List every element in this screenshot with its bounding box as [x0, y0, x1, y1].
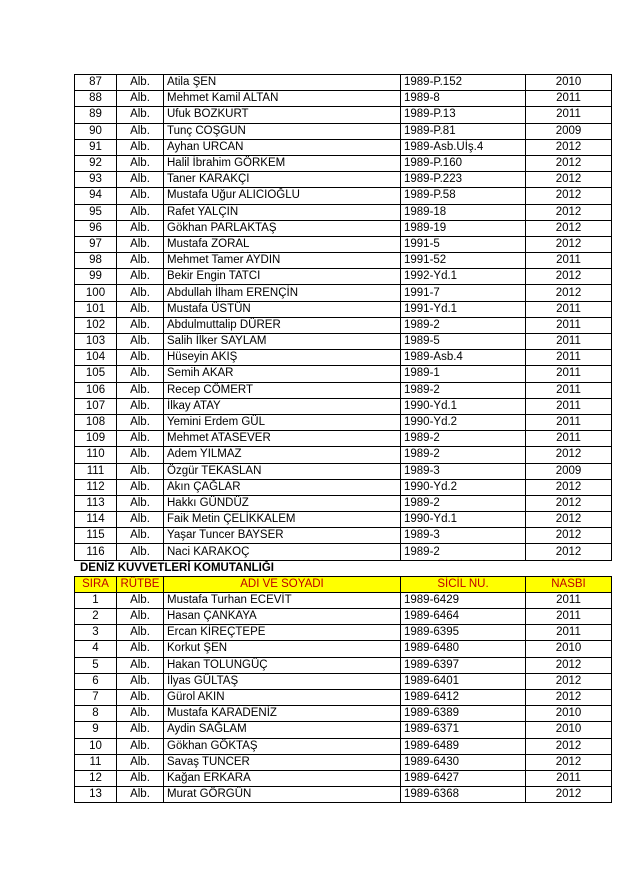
full-name-cell: Mustafa ÜSTÜN — [164, 301, 401, 317]
promotion-year-cell: 2011 — [526, 350, 612, 366]
registry-number-cell: 1990-Yd.1 — [401, 512, 526, 528]
officer-table-2-body — [75, 592, 612, 802]
full-name-cell: İlyas GÜLTAŞ — [164, 673, 401, 689]
rank-cell: Alb. — [117, 317, 164, 333]
officer-table-1 — [74, 74, 612, 561]
rank-cell: Alb. — [117, 75, 164, 91]
rank-cell: Alb. — [117, 528, 164, 544]
registry-number-cell: 1989-2 — [401, 447, 526, 463]
table-row — [75, 172, 612, 188]
rank-cell: Alb. — [117, 609, 164, 625]
promotion-year-cell: 2012 — [526, 285, 612, 301]
full-name-cell: Mustafa Turhan ECEVİT — [164, 592, 401, 608]
rank-cell: Alb. — [117, 706, 164, 722]
rank-cell: Alb. — [117, 625, 164, 641]
row-number-cell: 93 — [75, 172, 117, 188]
rank-cell: Alb. — [117, 592, 164, 608]
row-number-cell: 90 — [75, 123, 117, 139]
promotion-year-cell: 2012 — [526, 139, 612, 155]
promotion-year-cell: 2011 — [526, 609, 612, 625]
row-number-cell: 9 — [75, 722, 117, 738]
rank-cell: Alb. — [117, 107, 164, 123]
table-row — [75, 738, 612, 754]
promotion-year-cell: 2011 — [526, 382, 612, 398]
row-number-cell: 7 — [75, 689, 117, 705]
row-number-cell: 100 — [75, 285, 117, 301]
registry-number-cell: 1989-P.81 — [401, 123, 526, 139]
registry-number-cell: 1989-2 — [401, 431, 526, 447]
rank-cell: Alb. — [117, 398, 164, 414]
table-row — [75, 609, 612, 625]
registry-number-cell: 1992-Yd.1 — [401, 269, 526, 285]
full-name-cell: Hakan TOLUNGÜÇ — [164, 657, 401, 673]
table-row — [75, 754, 612, 770]
header-sicil-nu: SİCİL NU. — [401, 576, 526, 592]
full-name-cell: Mustafa Uğur ALICIOĞLU — [164, 188, 401, 204]
rank-cell: Alb. — [117, 657, 164, 673]
rank-cell: Alb. — [117, 738, 164, 754]
table-row — [75, 528, 612, 544]
full-name-cell: Aydin SAĞLAM — [164, 722, 401, 738]
table-row — [75, 269, 612, 285]
row-number-cell: 88 — [75, 91, 117, 107]
rank-cell: Alb. — [117, 366, 164, 382]
registry-number-cell: 1991-5 — [401, 236, 526, 252]
registry-number-cell: 1989-6464 — [401, 609, 526, 625]
full-name-cell: Mustafa KARADENİZ — [164, 706, 401, 722]
promotion-year-cell: 2012 — [526, 236, 612, 252]
row-number-cell: 92 — [75, 155, 117, 171]
promotion-year-cell: 2009 — [526, 123, 612, 139]
registry-number-cell: 1989-6430 — [401, 754, 526, 770]
rank-cell: Alb. — [117, 285, 164, 301]
promotion-year-cell: 2012 — [526, 155, 612, 171]
promotion-year-cell: 2012 — [526, 512, 612, 528]
registry-number-cell: 1989-6427 — [401, 770, 526, 786]
rank-cell: Alb. — [117, 787, 164, 803]
rank-cell: Alb. — [117, 463, 164, 479]
promotion-year-cell: 2010 — [526, 722, 612, 738]
rank-cell: Alb. — [117, 91, 164, 107]
rank-cell: Alb. — [117, 155, 164, 171]
row-number-cell: 6 — [75, 673, 117, 689]
full-name-cell: Naci KARAKOÇ — [164, 544, 401, 560]
promotion-year-cell: 2012 — [526, 689, 612, 705]
table-row — [75, 188, 612, 204]
full-name-cell: Özgür TEKASLAN — [164, 463, 401, 479]
registry-number-cell: 1990-Yd.1 — [401, 398, 526, 414]
table-row — [75, 722, 612, 738]
registry-number-cell: 1989-2 — [401, 495, 526, 511]
row-number-cell: 96 — [75, 220, 117, 236]
rank-cell: Alb. — [117, 188, 164, 204]
officer-table-2 — [74, 576, 612, 804]
promotion-year-cell: 2011 — [526, 301, 612, 317]
full-name-cell: Halil İbrahim GÖRKEM — [164, 155, 401, 171]
full-name-cell: Recep CÖMERT — [164, 382, 401, 398]
registry-number-cell: 1991-7 — [401, 285, 526, 301]
table-row — [75, 657, 612, 673]
table-row — [75, 253, 612, 269]
registry-number-cell: 1989-P.58 — [401, 188, 526, 204]
table-row — [75, 366, 612, 382]
table-row — [75, 479, 612, 495]
table-row — [75, 706, 612, 722]
registry-number-cell: 1989-2 — [401, 382, 526, 398]
promotion-year-cell: 2011 — [526, 91, 612, 107]
row-number-cell: 104 — [75, 350, 117, 366]
full-name-cell: Mehmet Tamer AYDIN — [164, 253, 401, 269]
row-number-cell: 87 — [75, 75, 117, 91]
registry-number-cell: 1989-6429 — [401, 592, 526, 608]
table-row — [75, 512, 612, 528]
full-name-cell: Abdullah İlham ERENÇİN — [164, 285, 401, 301]
row-number-cell: 3 — [75, 625, 117, 641]
table-row — [75, 155, 612, 171]
table-row — [75, 414, 612, 430]
registry-number-cell: 1989-8 — [401, 91, 526, 107]
full-name-cell: Gökhan GÖKTAŞ — [164, 738, 401, 754]
promotion-year-cell: 2012 — [526, 754, 612, 770]
registry-number-cell: 1989-P.152 — [401, 75, 526, 91]
full-name-cell: Taner KARAKÇI — [164, 172, 401, 188]
row-number-cell: 12 — [75, 770, 117, 786]
promotion-year-cell: 2012 — [526, 269, 612, 285]
full-name-cell: Yemini Erdem GÜL — [164, 414, 401, 430]
row-number-cell: 115 — [75, 528, 117, 544]
table-row — [75, 220, 612, 236]
registry-number-cell: 1989-6397 — [401, 657, 526, 673]
rank-cell: Alb. — [117, 204, 164, 220]
rank-cell: Alb. — [117, 253, 164, 269]
full-name-cell: Ercan KİREÇTEPE — [164, 625, 401, 641]
table-row — [75, 123, 612, 139]
full-name-cell: Ayhan URCAN — [164, 139, 401, 155]
full-name-cell: Korkut ŞEN — [164, 641, 401, 657]
registry-number-cell: 1989-2 — [401, 544, 526, 560]
table-row — [75, 787, 612, 803]
full-name-cell: Rafet YALÇIN — [164, 204, 401, 220]
table-row — [75, 139, 612, 155]
promotion-year-cell: 2011 — [526, 334, 612, 350]
rank-cell: Alb. — [117, 301, 164, 317]
promotion-year-cell: 2012 — [526, 204, 612, 220]
header-nasbi: NASBI — [526, 576, 612, 592]
rank-cell: Alb. — [117, 770, 164, 786]
rank-cell: Alb. — [117, 544, 164, 560]
row-number-cell: 111 — [75, 463, 117, 479]
row-number-cell: 108 — [75, 414, 117, 430]
row-number-cell: 109 — [75, 431, 117, 447]
rank-cell: Alb. — [117, 269, 164, 285]
table-row — [75, 350, 612, 366]
row-number-cell: 10 — [75, 738, 117, 754]
full-name-cell: Gökhan PARLAKTAŞ — [164, 220, 401, 236]
full-name-cell: Savaş TUNCER — [164, 754, 401, 770]
registry-number-cell: 1989-18 — [401, 204, 526, 220]
promotion-year-cell: 2012 — [526, 495, 612, 511]
registry-number-cell: 1991-52 — [401, 253, 526, 269]
promotion-year-cell: 2011 — [526, 625, 612, 641]
table-row — [75, 770, 612, 786]
table-row — [75, 91, 612, 107]
registry-number-cell: 1989-P.13 — [401, 107, 526, 123]
table-row — [75, 75, 612, 91]
header-rutbe: RÜTBE — [117, 576, 164, 592]
row-number-cell: 98 — [75, 253, 117, 269]
row-number-cell: 102 — [75, 317, 117, 333]
table-row — [75, 382, 612, 398]
rank-cell: Alb. — [117, 495, 164, 511]
row-number-cell: 1 — [75, 592, 117, 608]
registry-number-cell: 1989-Asb.4 — [401, 350, 526, 366]
row-number-cell: 113 — [75, 495, 117, 511]
promotion-year-cell: 2011 — [526, 770, 612, 786]
registry-number-cell: 1989-6395 — [401, 625, 526, 641]
rank-cell: Alb. — [117, 431, 164, 447]
promotion-year-cell: 2012 — [526, 172, 612, 188]
registry-number-cell: 1991-Yd.1 — [401, 301, 526, 317]
row-number-cell: 103 — [75, 334, 117, 350]
rank-cell: Alb. — [117, 350, 164, 366]
table-row — [75, 641, 612, 657]
document-page — [74, 74, 586, 803]
row-number-cell: 4 — [75, 641, 117, 657]
table-row — [75, 689, 612, 705]
full-name-cell: Mehmet ATASEVER — [164, 431, 401, 447]
promotion-year-cell: 2012 — [526, 528, 612, 544]
promotion-year-cell: 2011 — [526, 366, 612, 382]
promotion-year-cell: 2011 — [526, 592, 612, 608]
full-name-cell: Salih İlker SAYLAM — [164, 334, 401, 350]
row-number-cell: 107 — [75, 398, 117, 414]
table-row — [75, 463, 612, 479]
promotion-year-cell: 2012 — [526, 673, 612, 689]
promotion-year-cell: 2009 — [526, 463, 612, 479]
rank-cell: Alb. — [117, 447, 164, 463]
row-number-cell: 91 — [75, 139, 117, 155]
row-number-cell: 97 — [75, 236, 117, 252]
row-number-cell: 101 — [75, 301, 117, 317]
table-row — [75, 398, 612, 414]
promotion-year-cell: 2011 — [526, 398, 612, 414]
registry-number-cell: 1989-6371 — [401, 722, 526, 738]
full-name-cell: Semih AKAR — [164, 366, 401, 382]
row-number-cell: 106 — [75, 382, 117, 398]
full-name-cell: Mehmet Kamil ALTAN — [164, 91, 401, 107]
table-row — [75, 107, 612, 123]
full-name-cell: Akın ÇAĞLAR — [164, 479, 401, 495]
rank-cell: Alb. — [117, 722, 164, 738]
promotion-year-cell: 2010 — [526, 641, 612, 657]
promotion-year-cell: 2012 — [526, 447, 612, 463]
full-name-cell: Bekir Engin TATCI — [164, 269, 401, 285]
promotion-year-cell: 2010 — [526, 75, 612, 91]
full-name-cell: İlkay ATAY — [164, 398, 401, 414]
rank-cell: Alb. — [117, 754, 164, 770]
row-number-cell: 8 — [75, 706, 117, 722]
registry-number-cell: 1989-P.160 — [401, 155, 526, 171]
row-number-cell: 95 — [75, 204, 117, 220]
rank-cell: Alb. — [117, 139, 164, 155]
full-name-cell: Murat GÖRGÜN — [164, 787, 401, 803]
rank-cell: Alb. — [117, 382, 164, 398]
promotion-year-cell: 2011 — [526, 431, 612, 447]
registry-number-cell: 1989-1 — [401, 366, 526, 382]
table-row — [75, 625, 612, 641]
registry-number-cell: 1989-6412 — [401, 689, 526, 705]
table-row — [75, 447, 612, 463]
full-name-cell: Ufuk BOZKURT — [164, 107, 401, 123]
full-name-cell: Abdulmuttalip DÜRER — [164, 317, 401, 333]
header-adi-soyadi: ADI VE SOYADI — [164, 576, 401, 592]
table-row — [75, 285, 612, 301]
rank-cell: Alb. — [117, 673, 164, 689]
full-name-cell: Atila ŞEN — [164, 75, 401, 91]
rank-cell: Alb. — [117, 172, 164, 188]
full-name-cell: Hakkı GÜNDÜZ — [164, 495, 401, 511]
rank-cell: Alb. — [117, 123, 164, 139]
rank-cell: Alb. — [117, 512, 164, 528]
promotion-year-cell: 2012 — [526, 220, 612, 236]
rank-cell: Alb. — [117, 334, 164, 350]
registry-number-cell: 1989-6368 — [401, 787, 526, 803]
table-row — [75, 431, 612, 447]
table-header-row — [75, 576, 612, 592]
header-sira: SIRA — [75, 576, 117, 592]
row-number-cell: 11 — [75, 754, 117, 770]
promotion-year-cell: 2012 — [526, 738, 612, 754]
full-name-cell: Hasan ÇANKAYA — [164, 609, 401, 625]
registry-number-cell: 1989-5 — [401, 334, 526, 350]
row-number-cell: 114 — [75, 512, 117, 528]
promotion-year-cell: 2012 — [526, 787, 612, 803]
row-number-cell: 94 — [75, 188, 117, 204]
row-number-cell: 116 — [75, 544, 117, 560]
full-name-cell: Mustafa ZORAL — [164, 236, 401, 252]
row-number-cell: 99 — [75, 269, 117, 285]
promotion-year-cell: 2011 — [526, 107, 612, 123]
table-row — [75, 673, 612, 689]
registry-number-cell: 1989-6489 — [401, 738, 526, 754]
row-number-cell: 13 — [75, 787, 117, 803]
registry-number-cell: 1989-6401 — [401, 673, 526, 689]
section-title: DENİZ KUVVETLERİ KOMUTANLIĞI — [80, 561, 275, 574]
registry-number-cell: 1989-19 — [401, 220, 526, 236]
rank-cell: Alb. — [117, 479, 164, 495]
row-number-cell: 5 — [75, 657, 117, 673]
promotion-year-cell: 2010 — [526, 706, 612, 722]
registry-number-cell: 1990-Yd.2 — [401, 414, 526, 430]
row-number-cell: 2 — [75, 609, 117, 625]
promotion-year-cell: 2011 — [526, 414, 612, 430]
table-row — [75, 204, 612, 220]
table-row — [75, 236, 612, 252]
table-row — [75, 301, 612, 317]
table-row — [75, 495, 612, 511]
officer-table-1-body — [75, 75, 612, 561]
promotion-year-cell: 2011 — [526, 317, 612, 333]
full-name-cell: Adem YILMAZ — [164, 447, 401, 463]
registry-number-cell: 1989-P.223 — [401, 172, 526, 188]
rank-cell: Alb. — [117, 236, 164, 252]
full-name-cell: Hüseyin AKIŞ — [164, 350, 401, 366]
promotion-year-cell: 2012 — [526, 479, 612, 495]
full-name-cell: Kağan ERKARA — [164, 770, 401, 786]
registry-number-cell: 1989-6389 — [401, 706, 526, 722]
full-name-cell: Gürol AKIN — [164, 689, 401, 705]
promotion-year-cell: 2012 — [526, 188, 612, 204]
rank-cell: Alb. — [117, 220, 164, 236]
promotion-year-cell: 2012 — [526, 657, 612, 673]
full-name-cell: Yaşar Tuncer BAYSER — [164, 528, 401, 544]
rank-cell: Alb. — [117, 689, 164, 705]
promotion-year-cell: 2012 — [526, 544, 612, 560]
registry-number-cell: 1989-6480 — [401, 641, 526, 657]
full-name-cell: Tunç COŞGUN — [164, 123, 401, 139]
row-number-cell: 89 — [75, 107, 117, 123]
registry-number-cell: 1989-3 — [401, 528, 526, 544]
row-number-cell: 112 — [75, 479, 117, 495]
row-number-cell: 110 — [75, 447, 117, 463]
registry-number-cell: 1989-3 — [401, 463, 526, 479]
registry-number-cell: 1989-2 — [401, 317, 526, 333]
table-row — [75, 334, 612, 350]
row-number-cell: 105 — [75, 366, 117, 382]
full-name-cell: Faik Metin ÇELİKKALEM — [164, 512, 401, 528]
promotion-year-cell: 2011 — [526, 253, 612, 269]
table-row — [75, 317, 612, 333]
rank-cell: Alb. — [117, 641, 164, 657]
registry-number-cell: 1989-Asb.Uİş.4 — [401, 139, 526, 155]
rank-cell: Alb. — [117, 414, 164, 430]
table-row — [75, 592, 612, 608]
table-row — [75, 544, 612, 560]
registry-number-cell: 1990-Yd.2 — [401, 479, 526, 495]
